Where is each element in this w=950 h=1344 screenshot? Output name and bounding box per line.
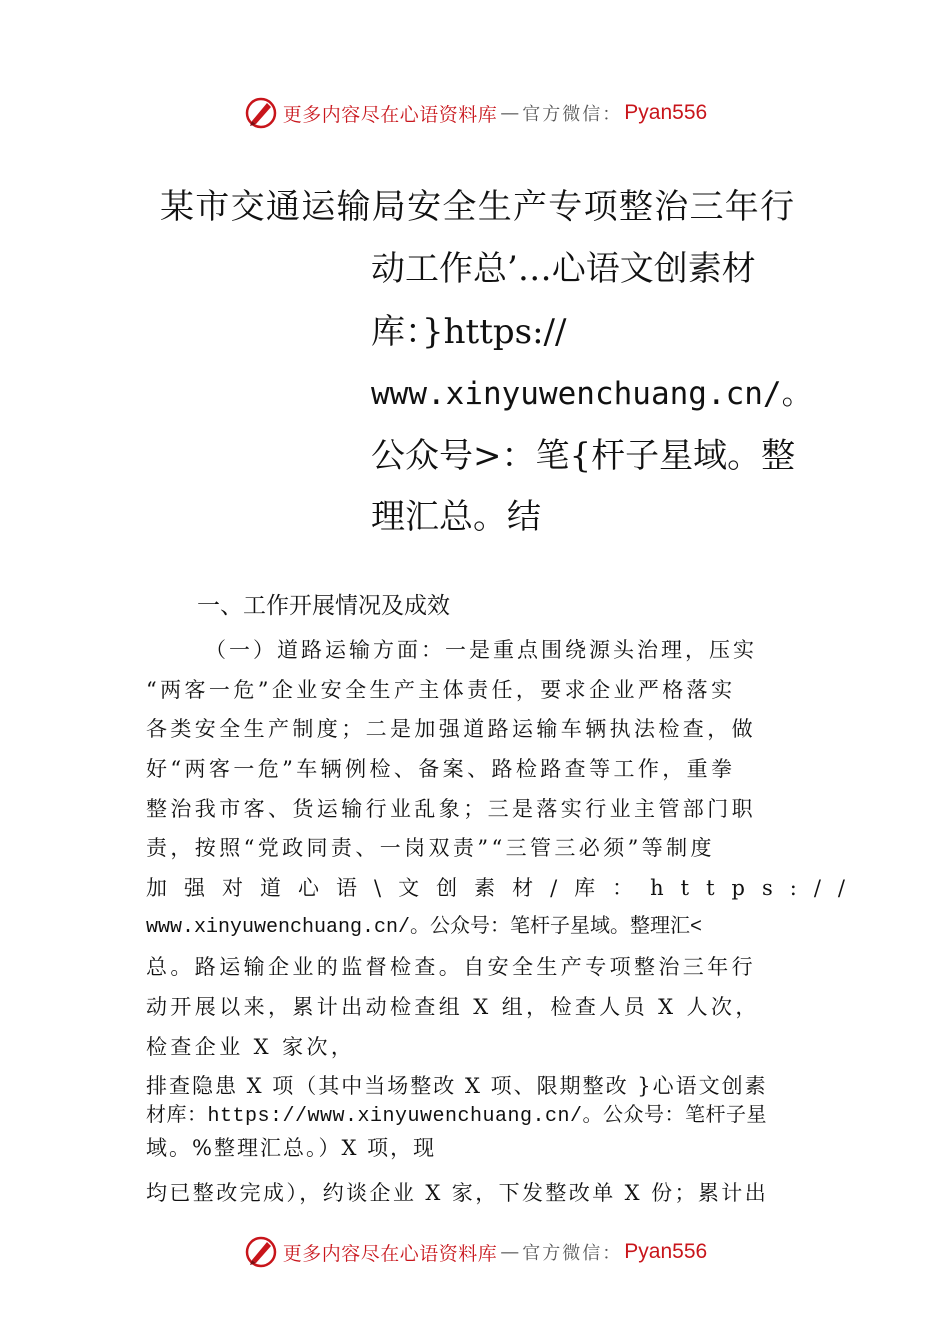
title-line-3: 库：}https:// (371, 312, 567, 352)
banner-main-text: 更多内容尽在心语资料库 (282, 103, 498, 126)
banner-dash: — (500, 102, 520, 124)
paragraph-line: 动开展以来，累计出动检查组 X 组，检查人员 X 人次， (146, 995, 760, 1019)
section-heading: 一、工作开展情况及成效 (197, 593, 450, 619)
paragraph-line: （一）道路运输方面：一是重点围绕源头治理，压实 (205, 638, 757, 662)
paragraph-line: “两客一危”企业安全生产主体责任，要求企业严格落实 (146, 678, 736, 702)
paragraph-line: 材库：https://www.xinyuwenchuang.cn/。公众号：笔杆子星 (146, 1105, 768, 1128)
title-line-6: 理汇总。结 (371, 497, 541, 537)
footer-banner (0, 1232, 950, 1272)
paragraph-line: 排查隐患 X 项（其中当场整改 X 项、限期整改 }心语文创素 (146, 1074, 768, 1098)
paragraph-line: 整治我市客、货运输行业乱象；三是落实行业主管部门职 (146, 797, 756, 821)
paragraph-line: 检查企业 X 家次， (146, 1035, 356, 1059)
title-line-5: 公众号>：笔{杆子星域。整 (371, 436, 796, 476)
pen-circle-icon (243, 95, 279, 131)
banner-main-text: 更多内容尽在心语资料库 (282, 1242, 498, 1265)
title-line-4: www.xinyuwenchuang.cn/。 (371, 376, 813, 412)
paragraph-line: 均已整改完成），约谈企业 X 家，下发整改单 X 份；累计出 (146, 1181, 769, 1205)
paragraph-line: 总。路运输企业的监督检查。自安全生产专项整治三年行 (146, 955, 756, 979)
banner-wechat-label: 官方微信： (522, 104, 623, 125)
title-line-2: 动工作总’…心语文创素材 (371, 249, 756, 289)
paragraph-line: 加强对道心语\文创素材/库：https:// (146, 876, 862, 900)
banner-dash: — (500, 1241, 520, 1263)
banner-wechat-id: Pyan556 (624, 1240, 708, 1263)
paragraph-line: 域。%整理汇总。）X 项，现 (146, 1136, 437, 1160)
title-line-1: 某市交通运输局安全生产专项整治三年行 (160, 187, 796, 227)
header-banner (0, 93, 950, 133)
paragraph-line: www.xinyuwenchuang.cn/。公众号：笔杆子星域。整理汇< (146, 916, 703, 939)
pen-circle-icon (243, 1234, 279, 1270)
paragraph-line: 各类安全生产制度；二是加强道路运输车辆执法检查，做 (146, 717, 756, 741)
banner-wechat-label: 官方微信： (522, 1243, 623, 1264)
banner-wechat-id: Pyan556 (624, 101, 708, 124)
paragraph-line: 责，按照“党政同责、一岗双责”“三管三必须”等制度 (146, 836, 715, 860)
paragraph-line: 好“两客一危”车辆例检、备案、路检路查等工作，重拳 (146, 757, 736, 781)
